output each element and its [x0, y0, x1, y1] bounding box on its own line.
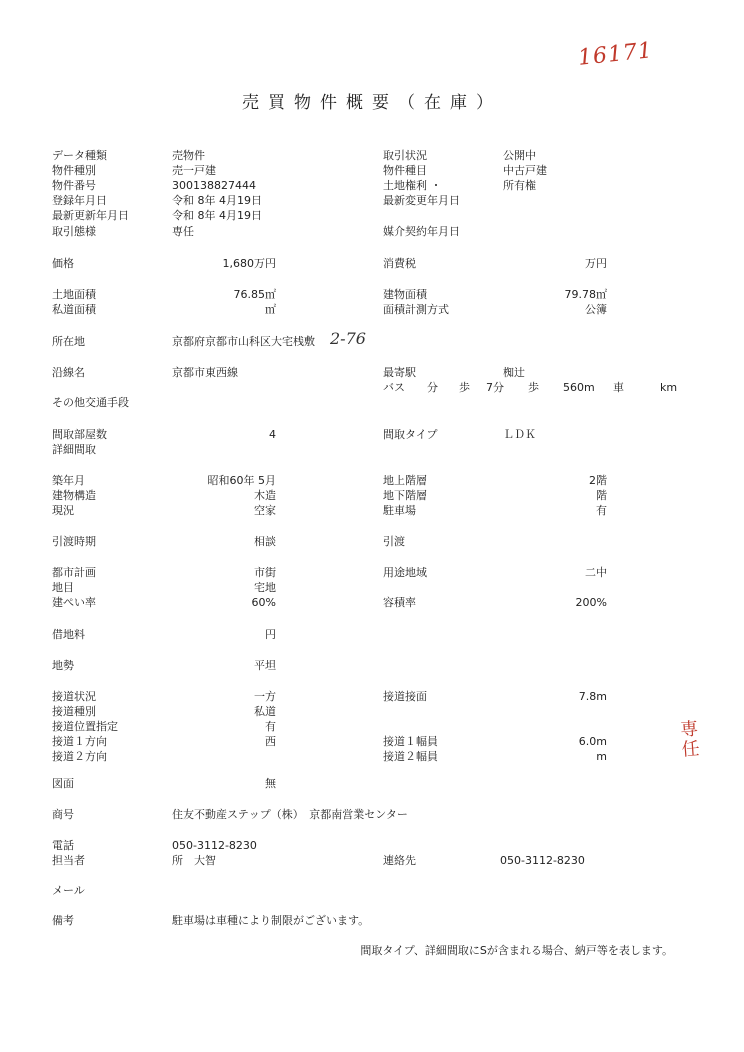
label-updated-date: 最新更新年月日	[52, 209, 129, 222]
value-railway-line: 京都市東西線	[172, 366, 238, 379]
label-transaction-mode: 取引態様	[52, 225, 96, 238]
value-road1-width: 6.0m	[578, 735, 607, 748]
value-property-category: 中古戸建	[503, 164, 547, 177]
label-price: 価格	[52, 257, 74, 270]
label-land-rights: 土地権利 ・	[383, 179, 442, 192]
label-phone: 電話	[52, 839, 74, 852]
value-area-measurement: 公簿	[585, 303, 607, 316]
value-floor-area-ratio: 200%	[575, 596, 607, 609]
value-building-area: 79.78㎡	[564, 288, 607, 301]
label-company-name: 商号	[52, 808, 74, 821]
value-road-frontage: 7.8m	[578, 690, 607, 703]
value-land-lease-fee: 円	[265, 628, 276, 641]
transport-min: 分	[427, 381, 438, 394]
value-private-road-area: ㎡	[265, 303, 276, 316]
label-building-area: 建物面積	[383, 288, 427, 301]
label-coverage-ratio: 建ぺい率	[52, 596, 96, 609]
label-floors-below: 地下階層	[383, 489, 427, 502]
label-location: 所在地	[52, 335, 85, 348]
label-road2-width: 接道２幅員	[383, 750, 438, 763]
label-land-category: 地目	[52, 581, 74, 594]
label-transaction-status: 取引状況	[383, 149, 427, 162]
label-road-type: 接道種別	[52, 705, 96, 718]
label-structure: 建物構造	[52, 489, 96, 502]
label-handover: 引渡	[383, 535, 405, 548]
label-road-frontage: 接道接面	[383, 690, 427, 703]
label-land-lease-fee: 借地料	[52, 628, 85, 641]
label-remarks: 備考	[52, 914, 74, 927]
transport-walk-label: 歩	[459, 381, 470, 394]
label-property-type: 物件種別	[52, 164, 96, 177]
transport-distance: 560m	[563, 381, 595, 394]
label-current-status: 現況	[52, 504, 74, 517]
label-property-number: 物件番号	[52, 179, 96, 192]
value-parking: 有	[596, 504, 607, 517]
value-location: 京都府京都市山科区大宅桟敷	[172, 335, 315, 348]
label-room-count: 間取部屋数	[52, 428, 107, 441]
label-road1-width: 接道１幅員	[383, 735, 438, 748]
value-person-in-charge: 所 大智	[172, 854, 216, 867]
handwritten-lot-number: 2-76	[330, 329, 366, 348]
handwritten-stamp	[679, 719, 704, 760]
value-road-access: 一方	[254, 690, 276, 703]
label-road1-direction: 接道１方向	[52, 735, 107, 748]
value-built-date: 昭和60年 5月	[207, 474, 276, 487]
label-nearest-station: 最寄駅	[383, 366, 416, 379]
value-transaction-mode: 専任	[172, 225, 194, 238]
value-zoning: 二中	[585, 566, 607, 579]
value-phone: 050-3112-8230	[172, 839, 257, 852]
transport-car: 車	[613, 381, 624, 394]
value-coverage-ratio: 60%	[251, 596, 276, 609]
label-floors-above: 地上階層	[383, 474, 427, 487]
label-other-transport: その他交通手段	[52, 396, 129, 409]
value-land-area: 76.85㎡	[233, 288, 276, 301]
transport-walk-minutes: 7分	[486, 381, 504, 394]
value-consumption-tax: 万円	[585, 257, 607, 270]
transport-km: km	[660, 381, 678, 394]
label-city-planning: 都市計画	[52, 566, 96, 579]
value-structure: 木造	[254, 489, 276, 502]
label-property-category: 物件種目	[383, 164, 427, 177]
value-floors-above: 2階	[589, 474, 607, 487]
value-current-status: 空家	[254, 504, 276, 517]
value-road-designation: 有	[265, 720, 276, 733]
label-data-type: データ種類	[52, 149, 107, 162]
label-road-designation: 接道位置指定	[52, 720, 118, 733]
value-price: 1,680万円	[222, 257, 276, 270]
value-data-type: 売物件	[172, 149, 205, 162]
page-title: 売買物件概要（在庫）	[242, 93, 502, 113]
value-road-type: 私道	[254, 705, 276, 718]
value-layout-type: ＬＤＫ	[503, 428, 536, 441]
label-person-in-charge: 担当者	[52, 854, 85, 867]
label-terrain: 地勢	[52, 659, 74, 672]
value-room-count: 4	[269, 428, 276, 441]
value-property-type: 売一戸建	[172, 164, 216, 177]
label-last-changed-date: 最新変更年月日	[383, 194, 460, 207]
value-land-category: 宅地	[254, 581, 276, 594]
label-email: メール	[52, 884, 85, 897]
value-land-rights: 所有権	[503, 179, 536, 192]
label-railway-line: 沿線名	[52, 366, 85, 379]
label-detailed-layout: 詳細間取	[52, 443, 96, 456]
footnote: 間取タイプ、詳細間取にSが含まれる場合、納戸等を表します。	[360, 944, 673, 957]
value-registered-date: 令和 8年 4月19日	[172, 194, 262, 207]
label-built-date: 築年月	[52, 474, 85, 487]
value-nearest-station: 椥辻	[503, 366, 525, 379]
value-floors-below: 階	[596, 489, 607, 502]
transport-bus: バス	[383, 381, 405, 394]
label-road2-direction: 接道２方向	[52, 750, 107, 763]
label-handover-timing: 引渡時期	[52, 535, 96, 548]
value-drawing: 無	[265, 777, 276, 790]
value-contact: 050-3112-8230	[500, 854, 585, 867]
label-floor-area-ratio: 容積率	[383, 596, 416, 609]
label-land-area: 土地面積	[52, 288, 96, 301]
label-registered-date: 登録年月日	[52, 194, 107, 207]
label-consumption-tax: 消費税	[383, 257, 416, 270]
value-terrain: 平坦	[254, 659, 276, 672]
label-brokerage-date: 媒介契約年月日	[383, 225, 460, 238]
transport-walk-label-2: 歩	[528, 381, 539, 394]
label-area-measurement: 面積計測方式	[383, 303, 449, 316]
label-drawing: 図面	[52, 777, 74, 790]
stamp-text: 専任	[679, 718, 701, 761]
value-updated-date: 令和 8年 4月19日	[172, 209, 262, 222]
label-layout-type: 間取タイプ	[383, 428, 438, 441]
handwritten-number: 16171	[576, 38, 655, 71]
value-road1-direction: 西	[265, 735, 276, 748]
label-private-road-area: 私道面積	[52, 303, 96, 316]
value-company-name: 住友不動産ステップ（株） 京都南営業センター	[172, 808, 408, 821]
value-road2-width: m	[596, 750, 607, 763]
value-remarks: 駐車場は車種により制限がございます。	[172, 914, 370, 927]
value-property-number: 300138827444	[172, 179, 256, 192]
value-transaction-status: 公開中	[503, 149, 536, 162]
label-contact: 連絡先	[383, 854, 416, 867]
label-road-access: 接道状況	[52, 690, 96, 703]
value-handover-timing: 相談	[254, 535, 276, 548]
value-city-planning: 市街	[254, 566, 276, 579]
label-parking: 駐車場	[383, 504, 416, 517]
label-zoning: 用途地域	[383, 566, 427, 579]
